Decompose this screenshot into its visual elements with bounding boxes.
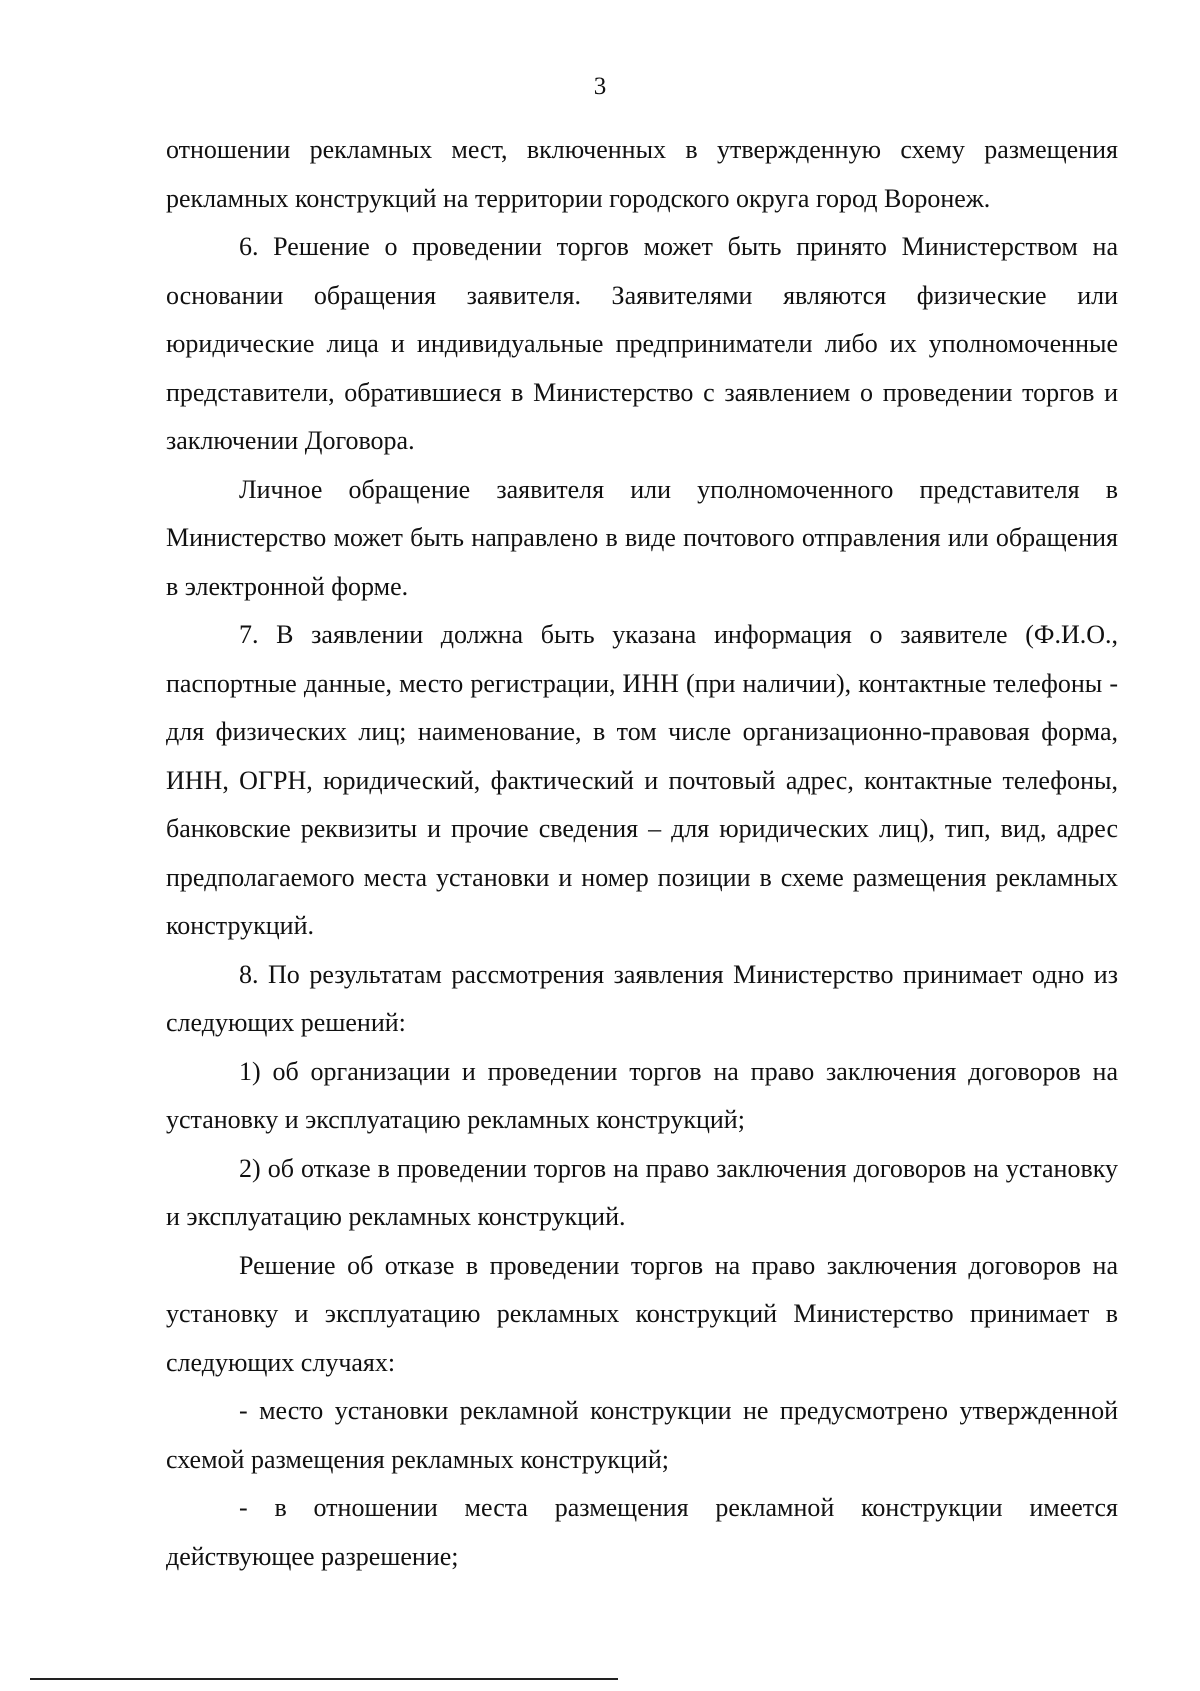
dash-item-not-in-scheme: - место установки рекламной конструкции не предусмотрено утвержденной схемой размещения рекламных конструкций; [166,1396,1118,1474]
list-item-1: 1) об организации и проведении торгов на право заключения договоров на установку и эксплуатацию рекламных конструкций; [166,1056,1118,1134]
paragraph-item-6: 6. Решение о проведении торгов может быть принято Министерством на основании обращения заявителя. Заявителями являются физические или юридические лица и индивидуальные предприниматели либо их уполномоченные представители, обратившиеся в Министерство с заявлением о проведении торгов и заключении Договора. [166,232,1118,455]
paragraph-refusal-cases: Решение об отказе в проведении торгов на право заключения договоров на установку и эксплуатацию рекламных конструкций Министерство принимает в следующих случаях: [166,1250,1118,1377]
paragraph-item-7: 7. В заявлении должна быть указана информация о заявителе (Ф.И.О., паспортные данные, место регистрации, ИНН (при наличии), контактные телефоны - для физических лиц; наименование, в том числе организационно-правовая форма, ИНН, ОГРН, юридический, фактический и почтовый адрес, контактные телефоны, банковские реквизиты и прочие сведения – для юридических лиц), тип, вид, адрес предполагаемого места установки и номер позиции в схеме размещения рекламных конструкций. [166,620,1118,940]
page-number: 3 [593,73,607,100]
dash-item-existing-permit: - в отношении места размещения рекламной конструкции имеется действующее разрешение; [166,1493,1118,1571]
paragraph-personal-appeal: Личное обращение заявителя или уполномоченного представителя в Министерство может быть направлено в виде почтового отправления или обращения в электронной форме. [166,474,1118,601]
body-text [166,126,1118,1581]
paragraph-item-8: 8. По результатам рассмотрения заявления Министерство принимает одно из следующих решений: [166,959,1118,1037]
list-item-2: 2) об отказе в проведении торгов на право заключения договоров на установку и эксплуатацию рекламных конструкций. [166,1153,1118,1231]
bottom-rule [30,1678,618,1680]
paragraph-continuation: отношении рекламных мест, включенных в утвержденную схему размещения рекламных конструкций на территории городского округа город Воронеж. [166,135,1118,213]
